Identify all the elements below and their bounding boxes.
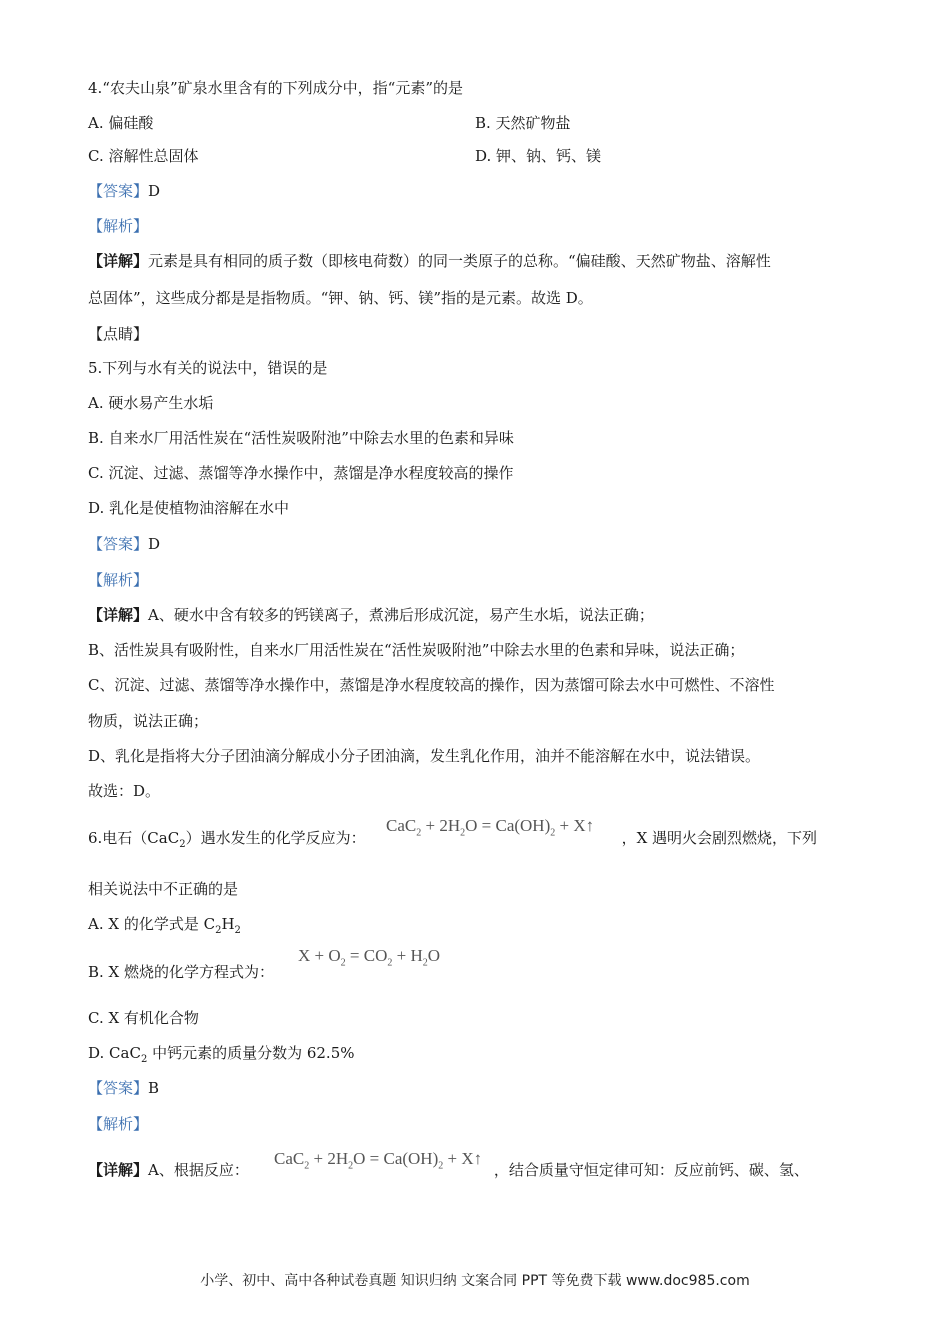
q5-option-a: A. 硬水易产生水垢 <box>88 394 214 412</box>
q6-answer: 【答案】B <box>88 1079 160 1097</box>
q6-detail-1: 【详解】A、根据反应： ，结合质量守恒定律可知：反应前钙、碳、氢、 <box>88 1161 809 1179</box>
q4-option-b: B. 天然矿物盐 <box>475 114 571 132</box>
q4-option-c: C. 溶解性总固体 <box>88 147 199 165</box>
q6-option-d: D. CaC$_2$ 中钙元素的质量分数为 62.5% <box>88 1044 355 1065</box>
q5-detail-2: B、活性炭具有吸附性，自来水厂用活性炭在“活性炭吸附池”中除去水里的色素和异味，说法正确； <box>88 641 745 659</box>
reaction-equation: $CaC_2 + 2H_2O = Ca(OH)_2$ + X↑ <box>386 816 595 839</box>
reaction-equation-repeat: $CaC_2 + 2H_2O = Ca(OH)_2$ + X↑ <box>274 1149 483 1172</box>
q4-option-d: D. 钾、钠、钙、镁 <box>475 147 602 165</box>
q5-analysis-label: 【解析】 <box>88 571 149 589</box>
combustion-equation: $X + O_2 = CO_2 + H_2O$ <box>298 946 441 969</box>
q6-option-a: A. X 的化学式是 $C_2H_2$ <box>88 915 241 936</box>
q4-analysis-label: 【解析】 <box>88 217 149 235</box>
q6-stem: 6.电石（CaC$_2$）遇水发生的化学反应为： ，X 遇明火会剧烈燃烧，下列 <box>88 829 818 850</box>
q6-option-b: B. X 燃烧的化学方程式为： <box>88 963 275 981</box>
footer-download-note: 小学、初中、高中各种试卷真题 知识归纳 文案合同 PPT 等免费下载 www.doc985.com <box>200 1273 750 1289</box>
q5-detail-1: 【详解】A、硬水中含有较多的钙镁离子，煮沸后形成沉淀，易产生水垢，说法正确； <box>88 606 654 624</box>
q4-answer: 【答案】D <box>88 182 161 200</box>
q5-option-d: D. 乳化是使植物油溶解在水中 <box>88 499 290 517</box>
q4-stem: 4.“农夫山泉”矿泉水里含有的下列成分中，指“元素”的是 <box>88 79 463 97</box>
q5-detail-4: 物质，说法正确； <box>88 712 209 730</box>
q4-option-a: A. 偏硅酸 <box>88 114 154 132</box>
q5-stem: 5.下列与水有关的说法中，错误的是 <box>88 359 328 377</box>
q4-detail-2: 总固体”，这些成分都是是指物质。“钾、钠、钙、镁”指的是元素。故选 D。 <box>88 289 593 307</box>
q6-option-c: C. X 有机化合物 <box>88 1009 199 1027</box>
q6-stem-2: 相关说法中不正确的是 <box>88 880 239 898</box>
q4-detail-1: 【详解】元素是具有相同的质子数（即核电荷数）的同一类原子的总称。“偏硅酸、天然矿物盐、溶解性 <box>88 252 771 270</box>
q5-option-c: C. 沉淀、过滤、蒸馏等净水操作中，蒸馏是净水程度较高的操作 <box>88 464 514 482</box>
q5-option-b: B. 自来水厂用活性炭在“活性炭吸附池”中除去水里的色素和异味 <box>88 429 514 447</box>
q5-answer: 【答案】D <box>88 535 161 553</box>
q6-analysis-label: 【解析】 <box>88 1115 149 1133</box>
q4-tip-label: 【点睛】 <box>88 325 149 343</box>
q5-detail-5: D、乳化是指将大分子团油滴分解成小分子团油滴，发生乳化作用，油并不能溶解在水中，说法错误。 <box>88 747 761 765</box>
q5-detail-3: C、沉淀、过滤、蒸馏等净水操作中，蒸馏是净水程度较高的操作，因为蒸馏可除去水中可燃性、不溶性 <box>88 676 775 694</box>
q5-detail-6: 故选：D。 <box>88 782 161 800</box>
